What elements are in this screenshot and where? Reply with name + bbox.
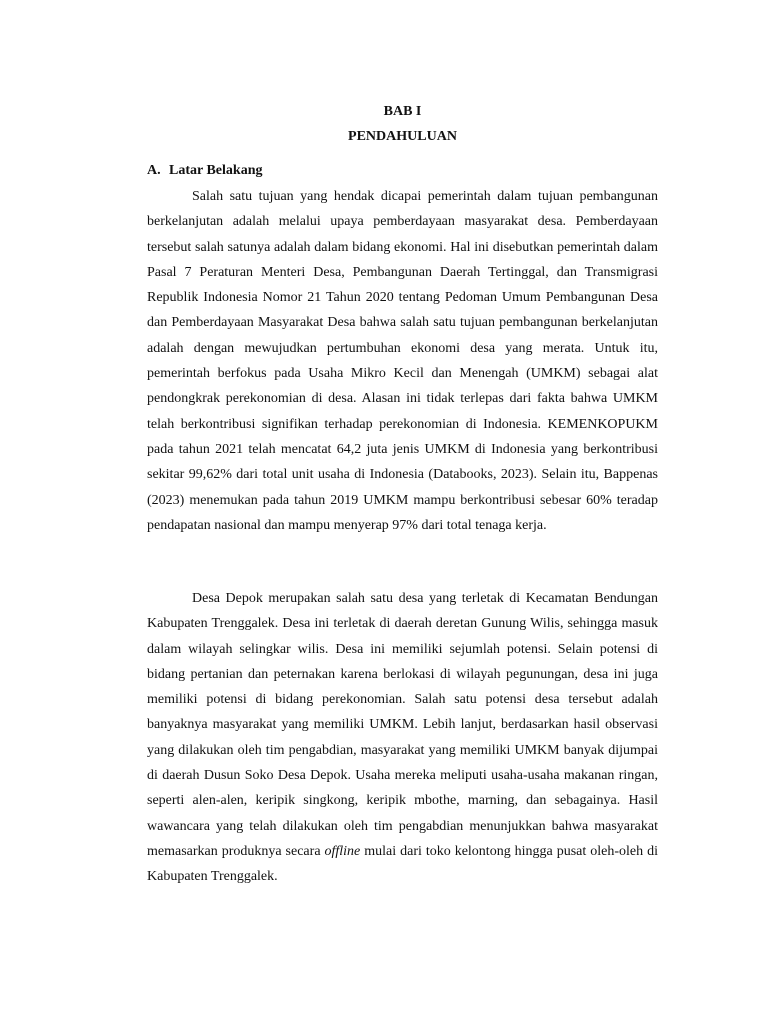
chapter-label: BAB I: [383, 104, 422, 119]
section-number: A.: [147, 163, 161, 178]
paragraph-text: mulai dari toko kelontong hingga pusat oleh-oleh di Kabupaten Trenggalek.: [147, 843, 658, 885]
body-paragraph: [147, 586, 658, 890]
chapter-title: PENDAHULUAN: [348, 129, 457, 144]
section-title: Latar Belakang: [169, 163, 263, 178]
italic-term: offline: [324, 843, 361, 859]
body-paragraph: Salah satu tujuan yang hendak dicapai pemerintah dalam tujuan pembangunan berkelanjutan adalah melalui upaya pemberdayaan masyarakat desa. Pemberdayaan tersebut salah satunya adalah dalam bidang ekonomi. Hal ini disebutkan pemerintah dalam Pasal 7 Peraturan Menteri Desa, Pembangunan Daerah Tertinggal, dan Transmigrasi Republik Indonesia Nomor 21 Tahun 2020 tentang Pedoman Umum Pembangunan Desa dan Pemberdayaan Masyarakat Desa bahwa salah satu tujuan pembangunan berkelanjutan adalah dengan mewujudkan pertumbuhan ekonomi desa yang merata. Untuk itu, pemerintah berfokus pada Usaha Mikro Kecil dan Menengah (UMKM) sebagai alat pendongkrak perekonomian di desa. Alasan ini tidak terlepas dari fakta bahwa UMKM telah berkontribusi signifikan terhadap perekonomian di Indonesia. KEMENKOPUKM pada tahun 2021 telah mencatat 64,2 juta jenis UMKM di Indonesia yang berkontribusi sekitar 99,62% dari total unit usaha di Indonesia (Databooks, 2023). Selain itu, Bappenas (2023) menemukan pada tahun 2019 UMKM mampu berkontribusi sebesar 60% teradap pendapatan nasional dan mampu menyerap 97% dari total tenaga kerja.: [147, 189, 658, 533]
section-heading: [147, 161, 262, 181]
paragraph-text: Desa Depok merupakan salah satu desa yang terletak di Kecamatan Bendungan Kabupaten Trenggalek. Desa ini terletak di daerah deretan Gunung Wilis, sehingga masuk dalam wilayah selingkar wilis. Desa ini memiliki sejumlah potensi. Selain potensi di bidang pertanian dan peternakan karena berlokasi di wilayah pegunungan, desa ini juga memiliki potensi di bidang perekonomian. Salah satu potensi desa tersebut adalah banyaknya masyarakat yang memiliki UMKM. Lebih lanjut, berdasarkan hasil observasi yang dilakukan oleh tim pengabdian, masyarakat yang memiliki UMKM banyak dijumpai di daerah Dusun Soko Desa Depok. Usaha mereka meliputi usaha-usaha makanan ringan, seperti alen-alen, keripik singkong, keripik mbothe, marning, dan sebagainya. Hasil wawancara yang telah dilakukan oleh tim pengabdian menunjukkan bahwa masyarakat memasarkan produknya secara: [147, 591, 658, 859]
